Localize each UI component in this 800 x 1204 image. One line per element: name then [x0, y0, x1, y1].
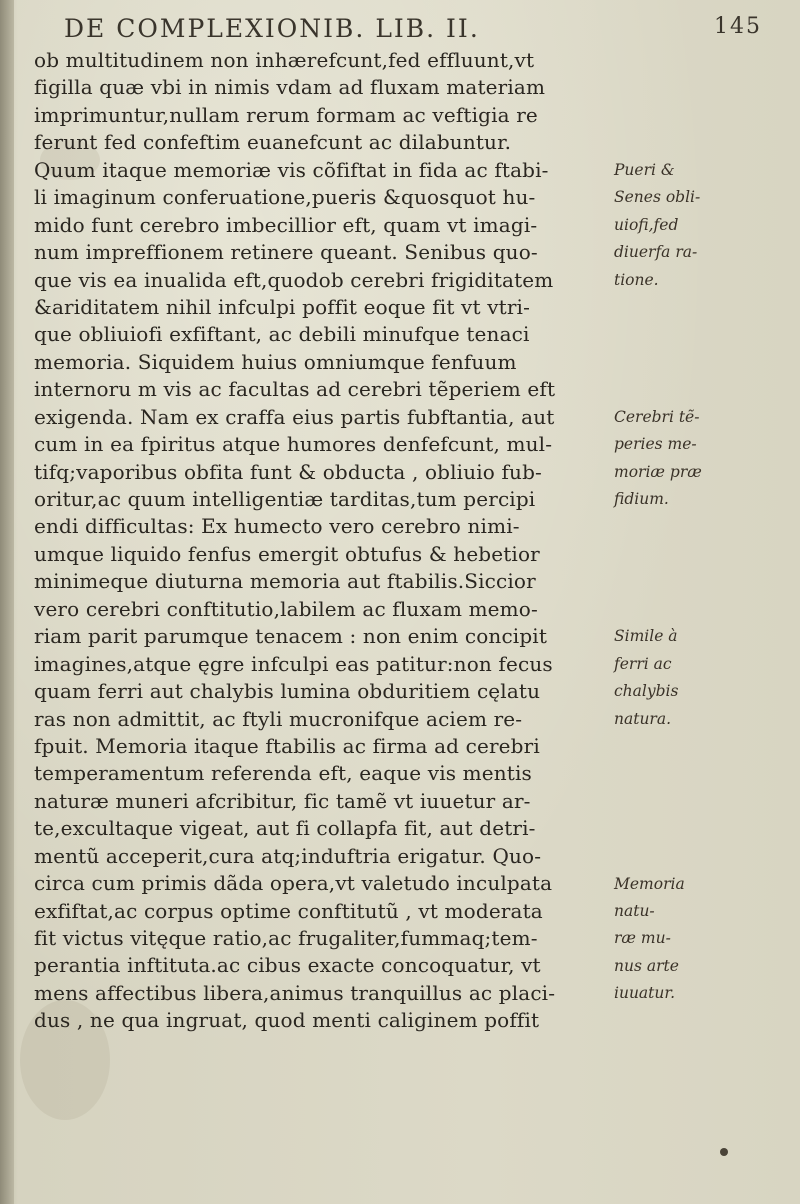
text-line: num impreffionem retinere queant. Senibus quo-: [34, 240, 538, 265]
text-line: oritur,ac quum intelligentiæ tarditas,tum percipi: [34, 487, 536, 511]
text-line: exfiftat,ac corpus optime conftitutũ , vt moderata: [34, 898, 543, 923]
margin-note: Senes obli-: [614, 188, 701, 207]
text-line: imagines,atque ęgre infculpi eas patitur:non fecus: [34, 651, 553, 676]
text-line: dus , ne qua ingruat, quod menti caliginem poffit: [34, 1008, 540, 1033]
margin-note: moriæ præ: [614, 462, 702, 481]
margin-note: uiofi,fed: [614, 215, 679, 234]
text-line: riam parit parumque tenacem : non enim concipit: [34, 624, 548, 649]
text-line: fpuit. Memoria itaque ftabilis ac firma ad cerebri: [34, 733, 540, 758]
text-line: ob multitudinem non inhærefcunt,fed effluunt,vt: [34, 48, 535, 72]
text-line: te,excultaque vigeat, aut fi collapfa fit, aut detri-: [34, 816, 536, 841]
text-line: circa cum primis dãda opera,vt valetudo inculpata: [34, 871, 553, 896]
margin-note: Simile à: [614, 627, 678, 646]
text-line: Quum itaque memoriæ vis cõfiftat in fida ac ftabi-: [34, 157, 549, 182]
body-text: [34, 47, 609, 1035]
text-line: li imaginum conferuatione,pueris &quosquot hu-: [34, 185, 536, 210]
printer-mark: [720, 1148, 728, 1156]
text-line: internoru m vis ac facultas ad cerebri tẽperiem eft: [34, 377, 556, 402]
margin-note: tione.: [614, 270, 659, 289]
text-line: naturæ muneri afcribitur, fic tamẽ vt iuuetur ar-: [34, 788, 531, 813]
text-line: figilla quæ vbi in nimis vdam ad fluxam materiam: [34, 75, 546, 100]
page-gutter: [0, 0, 14, 1204]
text-line: endi difficultas: Ex humecto vero cerebro nimi-: [34, 514, 520, 539]
text-line: imprimuntur,nullam rerum formam ac veftigia re: [34, 102, 538, 127]
text-line: minimeque diuturna memoria aut ftabilis.Siccior: [34, 569, 536, 594]
text-line: vero cerebri conftitutio,labilem ac fluxam memo-: [34, 596, 538, 621]
running-title: DE COMPLEXIONIB. LIB. II.: [64, 14, 480, 43]
text-line: &ariditatem nihil infculpi poffit eoque fit vt vtri-: [34, 294, 530, 319]
text-line: que vis ea inualida eft,quodob cerebri frigiditatem: [34, 267, 554, 292]
text-line: perantia inftituta.ac cibus exacte concoquatur, vt: [34, 953, 541, 978]
margin-note: Cerebri tẽ-: [614, 407, 700, 426]
text-line: exigenda. Nam ex craffa eius partis fubftantia, aut: [34, 404, 555, 429]
text-line: quam ferri aut chalybis lumina obduritiem cęlatu: [34, 679, 541, 704]
text-line: tifq;vaporibus obfita funt & obducta , obliuio fub-: [34, 459, 542, 484]
margin-note: natura.: [614, 709, 672, 728]
margin-note: nus arte: [614, 956, 679, 975]
running-header: [60, 6, 780, 46]
margin-note: natu-: [614, 901, 655, 920]
margin-note: fidium.: [614, 490, 669, 509]
text-line: mido funt cerebro imbecillior eft, quam vt imagi-: [34, 212, 538, 237]
text-line: ferunt fed confeftim euanefcunt ac dilabuntur.: [34, 130, 512, 155]
text-line: mens affectibus libera,animus tranquillus ac placi-: [34, 980, 556, 1005]
text-line: memoria. Siquidem huius omniumque fenfuum: [34, 349, 517, 374]
text-line: que obliuiofi exfiftant, ac debili minufque tenaci: [34, 322, 530, 347]
text-line: mentũ acceperit,cura atq;induftria erigatur. Quo-: [34, 843, 542, 868]
margin-note: ræ mu-: [614, 929, 671, 948]
margin-note: Memoria: [614, 874, 685, 893]
page-number: 145: [714, 14, 762, 39]
margin-note: chalybis: [614, 682, 679, 701]
text-line: fit victus vitęque ratio,ac frugaliter,fummaq;tem-: [34, 926, 538, 950]
margin-note: Pueri &: [614, 160, 675, 179]
text-line: umque liquido fenfus emergit obtufus & hebetior: [34, 541, 540, 566]
margin-note: ferri ac: [614, 654, 672, 673]
margin-note: diuerfa ra-: [614, 243, 698, 262]
margin-note: iuuatur.: [614, 984, 676, 1003]
text-line: cum in ea fpiritus atque humores denfefcunt, mul-: [34, 432, 553, 457]
margin-note: peries me-: [614, 435, 697, 454]
text-line: ras non admittit, ac ftyli mucronifque aciem re-: [34, 706, 523, 731]
text-line: temperamentum referenda eft, eaque vis mentis: [34, 761, 532, 786]
